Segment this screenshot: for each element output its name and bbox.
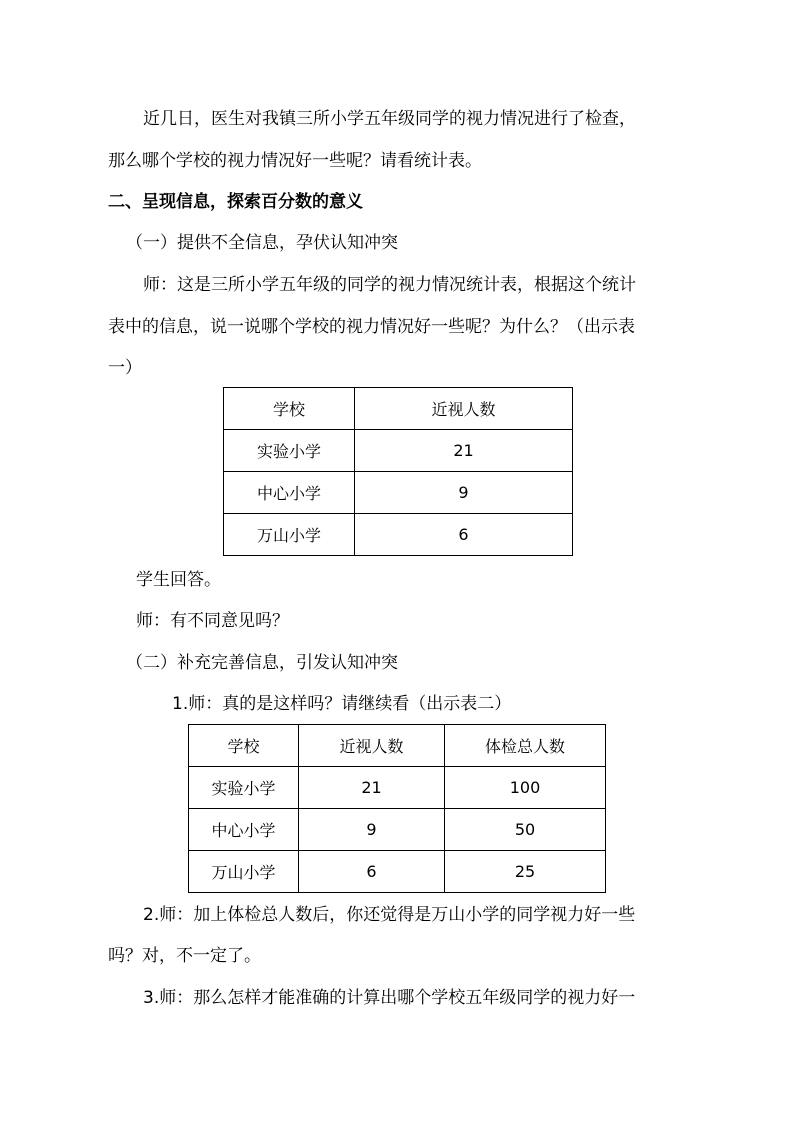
table-cell: 25 (445, 851, 606, 893)
table-cell: 21 (355, 430, 573, 472)
subsection-heading-1: （一）提供不全信息，孕伏认知冲突 (126, 233, 398, 253)
teacher-question: 师：有不同意见吗？ (136, 611, 289, 631)
table-cell: 6 (355, 514, 573, 556)
table-header-row (224, 388, 573, 430)
table-cell: 中心小学 (224, 472, 355, 514)
step-3-line-1: 3.师：那么怎样才能准确的计算出哪个学校五年级同学的视力好一 (143, 988, 636, 1008)
intro-line-1: 近几日，医生对我镇三所小学五年级同学的视力情况进行了检查， (143, 109, 636, 129)
header-cell: 学校 (189, 725, 299, 767)
table-row (224, 514, 573, 556)
student-answer: 学生回答。 (136, 570, 221, 590)
table-cell: 万山小学 (189, 851, 299, 893)
table-2 (188, 724, 606, 893)
table-cell: 9 (299, 809, 445, 851)
table-row (189, 809, 606, 851)
section-heading: 二、呈现信息，探索百分数的意义 (108, 192, 363, 212)
step-2-line-2: 吗？对，不一定了。 (108, 946, 261, 966)
header-cell: 近视人数 (355, 388, 573, 430)
table-header-row (189, 725, 606, 767)
teacher-line-1: 师：这是三所小学五年级的同学的视力情况统计表，根据这个统计 (143, 275, 636, 295)
table-row (189, 767, 606, 809)
table-1 (223, 387, 573, 556)
table-row (224, 472, 573, 514)
table-row (224, 430, 573, 472)
step-1: 1.师：真的是这样吗？请继续看（出示表二） (172, 694, 512, 714)
teacher-line-3: 一） (108, 358, 142, 378)
table-cell: 实验小学 (189, 767, 299, 809)
subsection-heading-2: （二）补充完善信息，引发认知冲突 (126, 653, 398, 673)
table-cell: 6 (299, 851, 445, 893)
table-cell: 50 (445, 809, 606, 851)
table-row (189, 851, 606, 893)
intro-line-2: 那么哪个学校的视力情况好一些呢？请看统计表。 (108, 151, 482, 171)
header-cell: 近视人数 (299, 725, 445, 767)
table-cell: 100 (445, 767, 606, 809)
step-2-line-1: 2.师：加上体检总人数后，你还觉得是万山小学的同学视力好一些 (143, 905, 636, 925)
table-cell: 9 (355, 472, 573, 514)
table-cell: 中心小学 (189, 809, 299, 851)
table-cell: 万山小学 (224, 514, 355, 556)
header-cell: 体检总人数 (445, 725, 606, 767)
header-cell: 学校 (224, 388, 355, 430)
table-cell: 21 (299, 767, 445, 809)
teacher-line-2: 表中的信息，说一说哪个学校的视力情况好一些呢？为什么？（出示表 (108, 317, 635, 337)
table-cell: 实验小学 (224, 430, 355, 472)
